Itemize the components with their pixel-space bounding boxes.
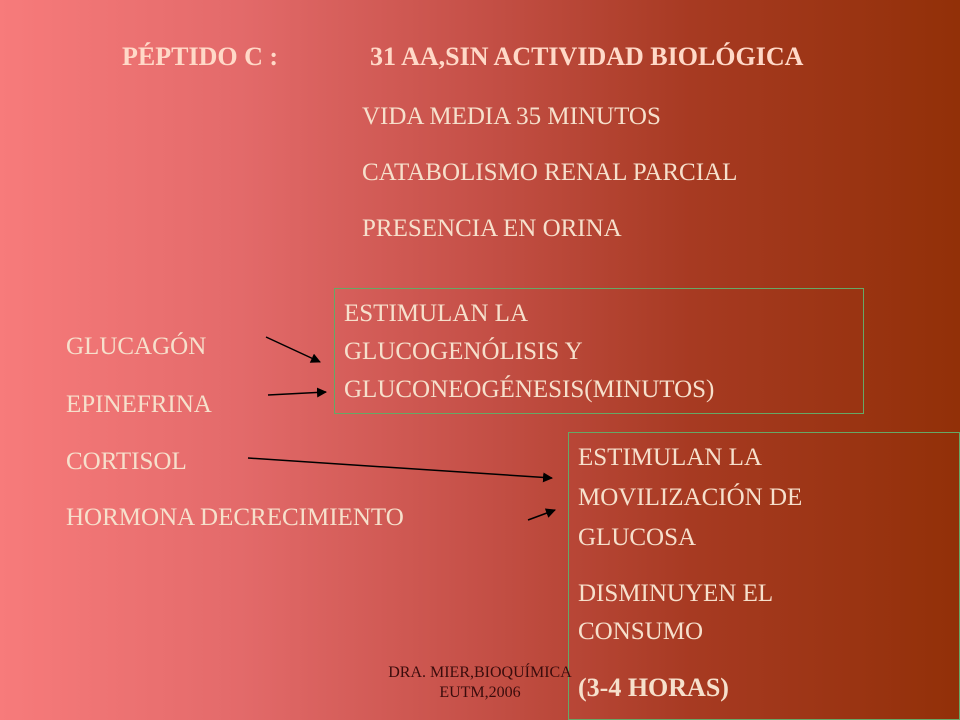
box2-line-3: GLUCOSA — [578, 524, 697, 551]
title-label: PÉPTIDO C : — [122, 42, 278, 71]
box2-line-2: MOVILIZACIÓN DE — [578, 484, 803, 511]
box2-line-1: ESTIMULAN LA — [578, 444, 763, 471]
box1-line-1: ESTIMULAN LA — [344, 300, 529, 327]
box1-line-2: GLUCOGENÓLISIS Y — [344, 338, 583, 365]
box2-line-6: (3-4 HORAS) — [578, 673, 729, 702]
arrow-glucagon — [266, 337, 320, 362]
box2-line-4: DISMINUYEN EL — [578, 580, 774, 607]
arrow-epinephrine — [268, 392, 326, 395]
fact-urine-presence: PRESENCIA EN ORINA — [362, 215, 622, 242]
hormone-growth: HORMONA DECRECIMIENTO — [66, 504, 404, 531]
title-value: 31 AA,SIN ACTIVIDAD BIOLÓGICA — [370, 42, 804, 71]
fact-half-life: VIDA MEDIA 35 MINUTOS — [362, 103, 661, 130]
arrow-cortisol — [248, 458, 552, 478]
hormone-cortisol: CORTISOL — [66, 448, 187, 475]
box2-line-5: CONSUMO — [578, 618, 704, 645]
footer-line-2: EUTM,2006 — [439, 684, 521, 701]
box1-line-3: GLUCONEOGÉNESIS(MINUTOS) — [344, 376, 715, 403]
hormone-epinephrine: EPINEFRINA — [66, 391, 212, 418]
fact-renal-catabolism: CATABOLISMO RENAL PARCIAL — [362, 159, 738, 186]
hormone-glucagon: GLUCAGÓN — [66, 333, 207, 360]
arrow-growth-hormone — [528, 510, 555, 520]
footer-line-1: DRA. MIER,BIOQUÍMICA — [388, 664, 572, 681]
